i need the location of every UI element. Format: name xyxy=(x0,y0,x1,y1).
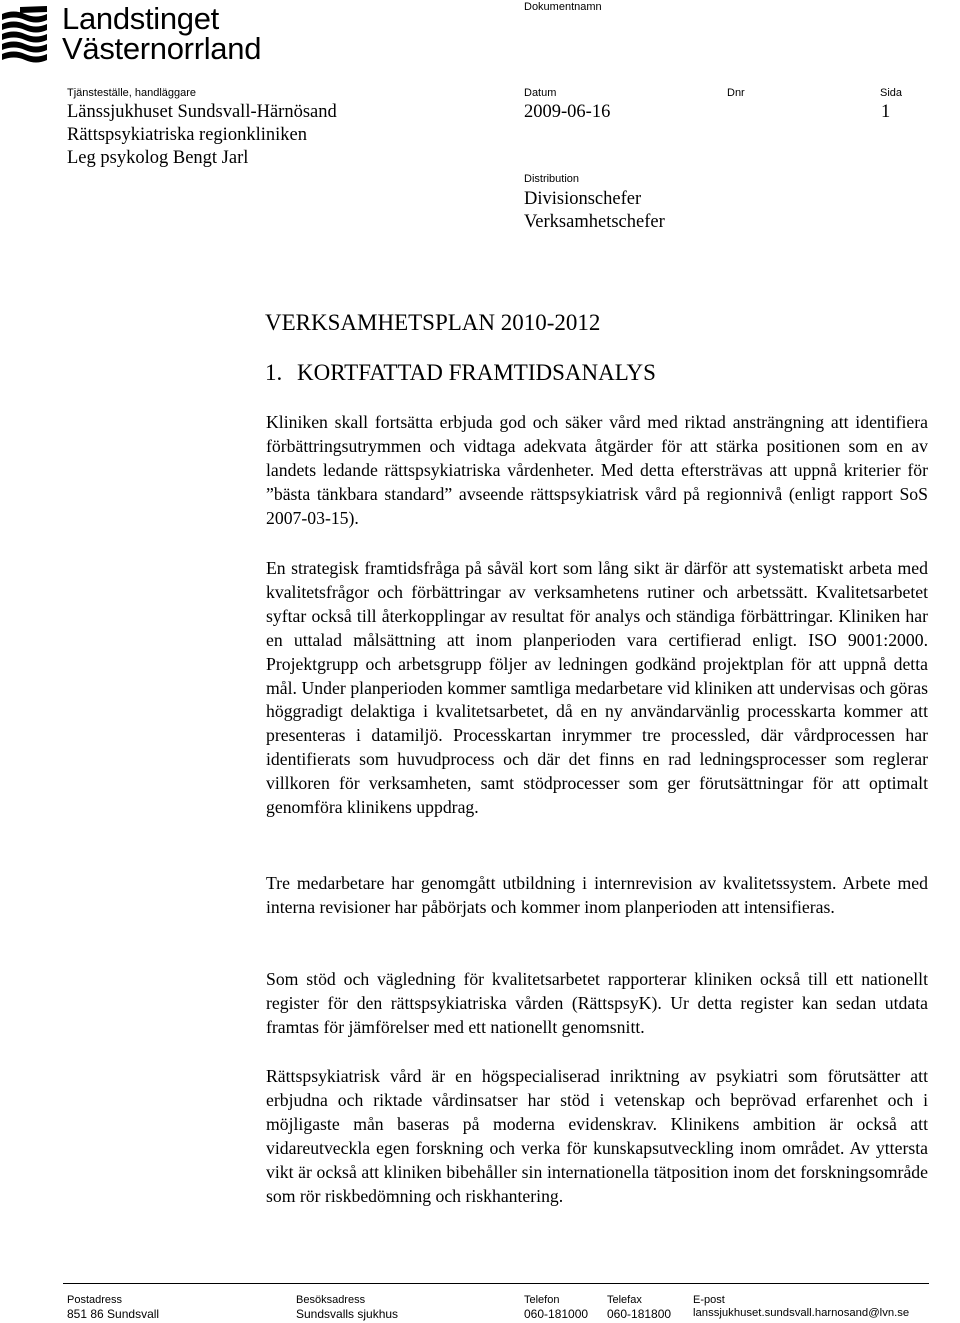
sender-line: Rättspsykiatriska regionkliniken xyxy=(67,125,307,145)
footer-fax-value: 060-181800 xyxy=(607,1307,672,1321)
body-paragraph: Tre medarbetare har genomgått utbildning i internrevision av kvalitetssystem. Arbete med interna revisioner har påbörjats och kommer inom planperioden att intensifieras. xyxy=(266,873,928,917)
date-value: 2009-06-16 xyxy=(524,102,611,122)
footer-email-link[interactable]: lanssjukhuset.sundsvall.harnosand@lvn.se xyxy=(693,1307,910,1319)
footer-phone-value: 060-181000 xyxy=(524,1307,589,1321)
logo-line-1: Landstinget xyxy=(62,1,219,36)
footer-visit-value: Sundsvalls sjukhus xyxy=(296,1307,399,1321)
logo-mark-icon xyxy=(0,5,50,67)
dnr-label: Dnr xyxy=(727,87,745,99)
document-title: VERKSAMHETSPLAN 2010-2012 xyxy=(265,310,601,335)
footer-phone-label: Telefon xyxy=(524,1294,560,1306)
section-number: 1. xyxy=(265,360,283,385)
page-label: Sida xyxy=(880,87,903,99)
logo-wordmark xyxy=(62,1,262,66)
page-value: 1 xyxy=(881,102,891,122)
sender-line: Leg psykolog Bengt Jarl xyxy=(67,148,249,168)
body-paragraph: Som stöd och vägledning för kvalitetsarbetet rapporterar kliniken också till ett nationellt register för den rättspsykiatriska vården (RättspsyK). Ur detta register kan sedan utdata framtas för jämförelser med ett nationellt genomsnitt. xyxy=(266,969,928,1037)
footer-email-label: E-post xyxy=(693,1294,725,1306)
date-label: Datum xyxy=(524,87,557,99)
sender-label: Tjänsteställe, handläggare xyxy=(67,87,197,99)
section-heading xyxy=(265,359,656,387)
footer-visit-label: Besöksadress xyxy=(296,1294,366,1306)
organization-logo xyxy=(0,2,285,68)
logo-line-2: Västernorrland xyxy=(62,31,262,66)
distribution-block xyxy=(524,188,665,234)
footer-divider xyxy=(63,1283,929,1284)
distribution-label: Distribution xyxy=(524,173,580,185)
sender-line: Länssjukhuset Sundsvall-Härnösand xyxy=(67,102,337,122)
body-paragraph: Kliniken skall fortsätta erbjuda god och säker vård med riktad ansträngning att identifiera förbättringsutrymmen och vidtaga adekvata åtgärder för att stärka positionen som en av landets ledande rättspsykiatriska vårdenheter. Med detta eftersträvas att uppnå kriterier för ”bästa tänkbara standard” avseende rättspsykiatrisk vård på regionnivå (enligt rapport SoS 2007-03-15). xyxy=(266,412,928,528)
section-title: KORTFATTAD FRAMTIDSANALYS xyxy=(297,360,656,385)
document-name-label: Dokumentnamn xyxy=(524,1,602,13)
sender-block xyxy=(67,101,337,170)
distribution-line: Divisionschefer xyxy=(524,189,642,209)
body-paragraph: En strategisk framtidsfråga på såväl kort som lång sikt är därför att systematiskt arbeta med kvalitetsfrågor och förbättringar av verksamhetens rutiner och arbetssätt. Kvalitetsarbetet syftar också till återkopplingar av resultat för analys och ständiga förbättringar. Kliniken har en uttalad målsättning att inom planperioden vara certifierad enligt. ISO 9001:2000. Projektgrupp och arbetsgrupp följer av ledningen godkänd projektplan för att uppnå detta mål. Under planperioden kommer samtliga medarbetare vid kliniken att undervisas och göras höggradigt delaktiga i kvalitetsarbetet, då en ny användarvänlig processkarta kommer att presenteras i datamiljö. Processkartan inrymmer tre processled, där vårdprocessen har identifierats som huvudprocess och där det finns en rad ledningsprocesser som reglerar villkoren för verksamheten, samt stödprocesser som ger förutsättningar för att optimalt genomföra klinikens uppdrag. xyxy=(266,558,928,818)
footer-fax-label: Telefax xyxy=(607,1294,642,1306)
footer-postal-value: 851 86 Sundsvall xyxy=(67,1307,160,1321)
distribution-line: Verksamhetschefer xyxy=(524,212,665,232)
body-paragraph: Rättspsykiatrisk vård är en högspecialiserad inriktning av psykiatri som förutsätter att erbjudna och riktade vårdinsatser har stöd i vetenskap och beprövad erfarenhet och i möjligaste mån baseras på moderna evidenskrav. Klinikens ambition är också att vidareutveckla egen forskning och verka för kunskapsutveckling inom området. Av yttersta vikt är också att kliniken bibehåller sin internationella tätposition inom det forskningsområde som rör riskbedömning och riskhantering. xyxy=(266,1066,928,1206)
footer-postal-label: Postadress xyxy=(67,1294,123,1306)
